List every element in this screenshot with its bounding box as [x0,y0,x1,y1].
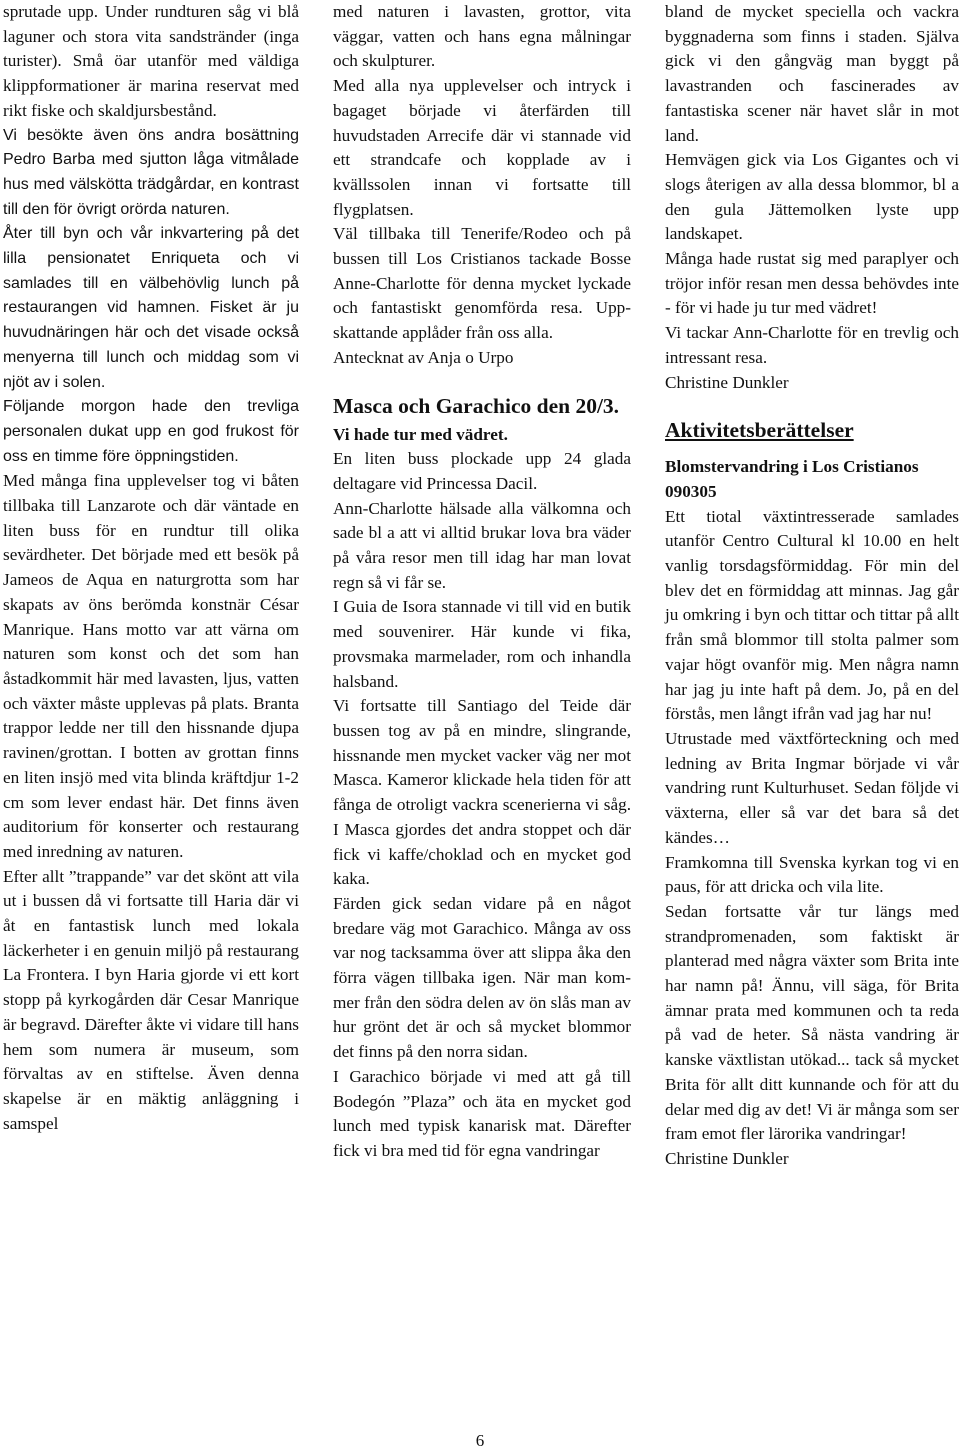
column-middle [333,0,631,1164]
paragraph: I Guia de Isora stannade vi till vid en butik med souvenirer. Här kunde vi fika, provsmaka marmelader, rom och inhandla halsband. [333,597,631,691]
paragraph: Hemvägen gick via Los Gigantes och vi slogs återigen av alla dessa blommor, bl a den gula Jättemolken lyste upp landskapet. [665,150,959,244]
paragraph: Ann-Charlotte hälsade alla välkomna och sade bl a att vi alltid brukar lova bra väder på våra resor men till idag har man lovat regn så vi får se. [333,498,631,592]
paragraph: Med alla nya upplevelser och intryck i bagaget började vi återfärden till huvudstaden Arrecife där vi stannade vid ett strandcafe och kopplade av i kvällssolen innan vi fortsatte till flygplatsen. [333,76,631,219]
column-right [665,0,959,1172]
article-subheading: Blomstervandring i Los Cristianos 090305 [665,457,919,501]
paragraph: Framkomna till Svenska kyrkan tog vi en paus, för att dricka och vila lite. [665,852,959,897]
paragraph: bland de mycket speciella och vackra byggnaderna som finns i staden. Själva gick vi den gångväg man byggt på lavastranden och fascinerades av fantastiska scener när havet slår in mot land. [665,2,959,145]
section-heading: Aktivitetsberättelser [665,418,854,443]
page-number: 6 [475,1431,485,1450]
column-left [3,0,299,1136]
author-signature: Christine Dunkler [665,1148,789,1168]
paragraph: Efter allt ”trappande” var det skönt att vila ut i bussen då vi fortsatte till Haria där vi åt en fantastisk lunch med lokala läckerheter i en genuin miljö på restaurang La Frontera. I byn Haria gjorde vi ett kort stopp på kyrkogården där Cesar Manrique är begravd. Därefter åkte vi vidare till hans hem som numera är museum, som förvaltas av en stiftelse. Även denna skapelse är en mäktig anläggning i samspel [3,866,299,1133]
paragraph: I Garachico började vi med att gå till Bodegón ”Plaza” och äta en mycket god lunch med typisk kanarisk mat. Därefter fick vi bra med tid för egna vandringar [333,1066,631,1160]
paragraph: Färden gick sedan vidare på en något bredare väg mot Garachico. Många av oss var nog tacksamma över att slippa åka den förra vägen tillbaka igen. När man kommer från den södra delen av ön slås man av hur grönt det är och så mycket blommor det finns på den norra sidan. [333,893,631,1062]
paragraph: Sedan fortsatte vår tur längs med strandpromenaden, som faktiskt är planterad med några växter som Brita inte har namn på! Ännu, vill säga, för Brita ämnar prata med kommunen och ta reda på vad de heter. Så nästa vandring är kanske växtlistan utökad... tack så mycket Brita för allt ditt kunnande och för att du delar med dig av det! Vi är många som ser fram emot fler lärorika vandringar! [665,901,959,1144]
paragraph: med naturen i lavasten, grottor, vita väggar, vatten och hans egna målningar och skulpturer. [333,2,631,71]
paragraph: Följande morgon hade den trevliga personalen dukat upp en god frukost för oss en timme före öppningstiden. [3,398,299,465]
paragraph: sprutade upp. Under rundturen såg vi blå laguner och stora vita sandstränder (inga turister). Små öar utanför med väldiga klippformationer är marina reservat med rikt fiske och skaldjursbestånd. [3,2,299,120]
paragraph: Ett tiotal växtintresserade samlades utanför Centro Cultural kl 10.00 en helt vanlig torsdagsförmiddag. För min del blev det en förmiddag att minnas. Jag går ju omkring i byn och tittar och tittar på allt från små blommor till stolta palmer som vajar högt ovanför mig. Men några namn har jag ju inte haft på dem. Jo, på en del förstås, men långt ifrån vad jag har nu! [665,506,959,724]
paragraph: Med många fina upplevelser tog vi båten tillbaka till Lanzarote och där väntade en liten buss för en rundtur till olika sevärdheter. Det började med ett besök på Jameos de Aqua en naturgrotta som har skapats av öns berömda konstnär César Manrique. Hans motto var att värna om naturen som konst och det som han åstadkommit här med lavasten, ljus, vatten och växter måste upplevas på plats. Branta trappor ledde ner till den hissnande djupa ravinen/grottan. I botten av grottan finns en liten insjö med vita blinda kräftdjur 1-2 cm som lever endast här. Det finns även auditorium för konserter och restaurang med inredning av naturen. [3,471,299,861]
paragraph: Väl tillbaka till Tenerife/Rodeo och på bussen till Los Cristianos tackade Bosse Anne-Charlotte för denna mycket lyckade och fantastiskt genomförda resa. Uppskattande applåder från oss alla. [333,224,631,343]
author-signature: Antecknat av Anja o Urpo [333,347,514,367]
author-signature: Christine Dunkler [665,372,789,392]
paragraph: Vi tackar Ann-Charlotte för en trevlig och intressant resa. [665,323,959,367]
paragraph: Vi fortsatte till Santiago del Teide där bussen tog av på en mindre, slingrande, hissnande men mycket vacker väg ner mot Masca. Kameror klickade hela tiden för att fånga de otroligt vackra scenerierna vi såg. I Masca gjordes det andra stoppet och där fick vi kaffe/choklad och en mycket god kaka. [333,696,631,889]
paragraph: Utrustade med växtförteckning och med ledning av Brita Ingmar började vi vår vandring runt Kulturhuset. Sedan följde vi växterna, eller så var det bara så det kändes… [665,728,959,847]
article-heading: Masca och Garachico den 20/3. [333,393,620,418]
paragraph: Många hade rustat sig med paraplyer och tröjor inför resan men dessa behövdes inte - för vi hade ju tur med vädret! [665,249,959,318]
paragraph: Åter till byn och vår inkvartering på det lilla pensionatet Enriqueta och vi samlades till en välbehövlig lunch på restaurangen vid hamnen. Fisket är ju huvudnäringen här och det visade också menyerna till lunch och middag som vi njöt av i solen. [3,225,299,391]
paragraph: Vi besökte även öns andra bosättning Pedro Barba med sjutton låga vitmålade hus med välskötta trädgårdar, en kontrast till den för övrigt orörda naturen. [3,126,299,218]
paragraph: En liten buss plockade upp 24 glada deltagare vid Princessa Dacil. [333,449,631,493]
article-subheading: Vi hade tur med vädret. [333,424,508,444]
